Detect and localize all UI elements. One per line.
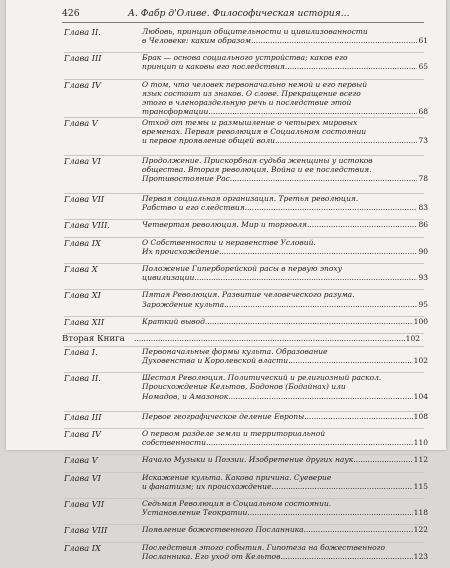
chapter-label: Глава III xyxy=(64,53,102,64)
title-line: О том, что человек первоначально немой и его первый xyxy=(142,79,368,89)
title-line: принцип и каковы его последствия xyxy=(142,62,285,72)
chapter-title xyxy=(142,27,428,45)
title-last-line xyxy=(142,525,428,534)
dot-leader xyxy=(275,136,417,145)
title-line: собственности xyxy=(142,438,206,448)
page-ref: 102 xyxy=(413,356,428,366)
title-last-line xyxy=(142,273,428,282)
chapter-title xyxy=(142,194,428,212)
title-line: Четвертая революция. Мир и торговля xyxy=(142,220,307,230)
page-ref: 78 xyxy=(418,174,428,184)
title-line: Их происхождение xyxy=(142,246,220,256)
toc-row xyxy=(6,52,446,78)
page-ref: 86 xyxy=(418,220,428,230)
title-line: Противостояние Рас xyxy=(142,174,230,184)
chapter-title xyxy=(134,334,420,343)
title-line: Происхождение Кельтов, Бодонов (Бодайнах) или xyxy=(142,382,346,392)
toc-row xyxy=(6,454,446,471)
toc-row xyxy=(6,117,446,155)
title-line: Духовенства и Королевской власти xyxy=(142,356,289,366)
dot-leader xyxy=(304,525,413,534)
chapter-label: Глава VI xyxy=(64,155,101,166)
toc-row xyxy=(6,237,446,263)
page-ref: 108 xyxy=(413,411,428,421)
title-line: Седьмая Революция в Социальном состоянии. xyxy=(142,498,332,508)
page-ref: 104 xyxy=(413,391,428,401)
title-line: Посланника. Его уход от Кельтов xyxy=(142,551,281,561)
dot-leader xyxy=(280,552,412,561)
page-ref: 65 xyxy=(418,62,428,72)
book-page xyxy=(6,0,446,561)
toc-row xyxy=(6,263,446,289)
title-line: О первом разделе земли и территориальной xyxy=(142,428,326,438)
title-last-line xyxy=(142,482,428,491)
chapter-title xyxy=(142,543,428,561)
toc-row xyxy=(6,289,446,315)
chapter-label: Глава II. xyxy=(64,373,101,384)
title-line: цивилизации xyxy=(142,273,195,283)
dot-leader xyxy=(134,334,405,343)
chapter-title xyxy=(142,455,428,464)
toc-row xyxy=(6,346,446,372)
page-ref: 112 xyxy=(413,455,428,465)
title-line: Первоначальные формы культа. Образование xyxy=(142,347,328,357)
chapter-label: Вторая Книга xyxy=(62,334,125,345)
title-last-line xyxy=(134,334,420,343)
title-last-line xyxy=(142,438,428,447)
dot-leader xyxy=(285,62,418,71)
title-last-line xyxy=(142,508,428,517)
chapter-label: Глава V xyxy=(64,455,98,466)
chapter-title xyxy=(142,429,428,447)
title-line: Отход от темы и размышление о четырех мировых xyxy=(142,117,358,127)
page-ref: 110 xyxy=(413,438,428,448)
chapter-title xyxy=(142,156,428,183)
title-line: Продолжение. Прискорбная судьба женщины у истоков xyxy=(142,155,373,165)
toc-row xyxy=(6,79,446,117)
title-last-line xyxy=(142,136,428,145)
chapter-title xyxy=(142,238,428,256)
toc-row xyxy=(6,372,446,410)
chapter-label: Глава VII xyxy=(64,498,105,509)
title-line: Брак — основа социального устройства; каков его xyxy=(142,53,348,63)
chapter-label: Глава XI xyxy=(64,290,101,301)
dot-leader xyxy=(245,203,418,212)
dot-leader xyxy=(288,356,413,365)
page-ref: 115 xyxy=(413,481,428,491)
chapter-label: Глава VI xyxy=(64,472,101,483)
chapter-label: Глава I. xyxy=(64,347,98,358)
title-line: и фанатизм; их происхождение xyxy=(142,481,272,491)
toc-row xyxy=(6,155,446,193)
chapter-title xyxy=(142,264,428,282)
page-ref: 68 xyxy=(418,106,428,116)
title-line: Искажение культа. Какова причина. Суеверие xyxy=(142,472,332,482)
toc-book-row xyxy=(6,333,446,346)
title-line: Шестая Революция. Политический и религиозный раскол. xyxy=(142,373,382,383)
chapter-title xyxy=(142,347,428,365)
page-ref: 118 xyxy=(413,508,428,518)
chapter-title xyxy=(142,118,428,145)
dot-leader xyxy=(208,107,417,116)
dot-leader xyxy=(304,412,412,421)
dot-leader xyxy=(271,482,412,491)
dot-leader xyxy=(205,317,413,326)
chapter-label: Глава V xyxy=(64,117,98,128)
chapter-title xyxy=(142,53,428,71)
title-line: временах. Первая революция в Социальном состоянии xyxy=(142,126,367,136)
title-last-line xyxy=(142,247,428,256)
page-ref: 95 xyxy=(418,299,428,309)
chapter-title xyxy=(142,80,428,116)
title-line: Рабство и его следствия xyxy=(142,203,245,213)
toc-row xyxy=(6,428,446,454)
title-last-line xyxy=(142,552,428,561)
title-last-line xyxy=(142,455,428,464)
dot-leader xyxy=(206,438,413,447)
chapter-title xyxy=(142,525,428,534)
toc-row xyxy=(6,219,446,236)
chapter-title xyxy=(142,473,428,491)
dot-leader xyxy=(230,174,418,183)
dot-leader xyxy=(251,36,417,45)
page-header xyxy=(6,8,446,22)
running-title: А. Фабр д'Оливе. Философическая история... xyxy=(128,8,350,19)
title-last-line xyxy=(142,300,428,309)
table-of-contents xyxy=(6,26,446,568)
title-line: этого в членораздельную речь и последствие этой xyxy=(142,97,352,107)
toc-row xyxy=(6,498,446,524)
title-line: Любовь, принцип общительности и цивилизованности xyxy=(142,27,368,36)
page-number: 426 xyxy=(62,8,80,19)
title-last-line xyxy=(142,317,428,326)
chapter-label: Глава II. xyxy=(64,27,101,37)
chapter-label: Глава X xyxy=(64,264,98,275)
title-last-line xyxy=(142,107,428,116)
title-last-line xyxy=(142,392,428,401)
title-last-line xyxy=(142,356,428,365)
dot-leader xyxy=(307,220,418,229)
title-line: Появление божественного Посланника xyxy=(142,525,304,535)
dot-leader xyxy=(219,247,417,256)
title-line: Установление Теократии xyxy=(142,508,248,518)
chapter-title xyxy=(142,373,428,400)
toc-row xyxy=(6,26,446,52)
title-line: язык состоит из знаков. О слове. Прекращение всего xyxy=(142,88,361,98)
title-line: Положение Гиперборейской расы в первую эпоху xyxy=(142,264,342,274)
toc-row xyxy=(6,472,446,498)
dot-leader xyxy=(224,300,417,309)
chapter-label: Глава IV xyxy=(64,79,101,90)
title-last-line xyxy=(142,36,428,45)
page-ref: 123 xyxy=(413,551,428,561)
chapter-label: Глава VIII. xyxy=(64,220,110,231)
page-ref: 100 xyxy=(413,316,428,326)
chapter-label: Глава VIII xyxy=(64,525,108,536)
title-last-line xyxy=(142,62,428,71)
title-line: Начало Музыки и Поэзии. Изобретение других наук xyxy=(142,455,354,465)
dot-leader xyxy=(194,273,417,282)
dot-leader xyxy=(228,392,412,401)
chapter-label: Глава XII xyxy=(64,316,105,327)
title-last-line xyxy=(142,412,428,421)
chapter-title xyxy=(142,220,428,229)
chapter-label: Глава IV xyxy=(64,428,101,439)
title-line: и первое проявление общей воли xyxy=(142,135,276,145)
page-ref: 73 xyxy=(418,135,428,145)
title-line: Последствия этого события. Гипотеза на божественного xyxy=(142,542,385,552)
chapter-title xyxy=(142,412,428,421)
title-line: в Человеке: каким образом xyxy=(142,36,251,46)
title-line: О Собственности и неравенстве Условий. xyxy=(142,237,316,247)
title-line: Номадов, и Амазонок xyxy=(142,391,229,401)
title-line: общества. Вторая революция. Война и ее последствия. xyxy=(142,165,372,175)
page-ref: 93 xyxy=(418,273,428,283)
page-ref: 90 xyxy=(418,246,428,256)
title-last-line xyxy=(142,174,428,183)
dot-leader xyxy=(247,508,412,517)
title-line: Первая социальная организация. Третья революция. xyxy=(142,194,359,204)
page-ref: 83 xyxy=(418,203,428,213)
chapter-title xyxy=(142,317,428,326)
title-line: Краткий вывод xyxy=(142,316,205,326)
chapter-title xyxy=(142,290,428,308)
chapter-label: Глава IX xyxy=(64,237,101,248)
title-line: Пятая Революция. Развитие человеческого разума. xyxy=(142,290,355,300)
chapter-label: Глава VII xyxy=(64,194,105,205)
toc-row xyxy=(6,411,446,428)
toc-row xyxy=(6,542,446,568)
dot-leader xyxy=(353,455,412,464)
toc-row xyxy=(6,524,446,541)
title-line: трансформации xyxy=(142,106,209,116)
toc-row xyxy=(6,193,446,219)
title-last-line xyxy=(142,220,428,229)
title-line: Первое географическое деление Европы xyxy=(142,411,305,421)
chapter-label: Глава IX xyxy=(64,542,101,553)
chapter-label: Глава III xyxy=(64,411,102,422)
title-last-line xyxy=(142,203,428,212)
chapter-title xyxy=(142,499,428,517)
page-ref: 122 xyxy=(413,525,428,535)
page-ref: 102 xyxy=(405,334,420,344)
title-line: Зарождение культа xyxy=(142,299,225,309)
page-ref: 61 xyxy=(418,36,428,46)
header-rule xyxy=(62,22,424,23)
toc-row xyxy=(6,316,446,333)
